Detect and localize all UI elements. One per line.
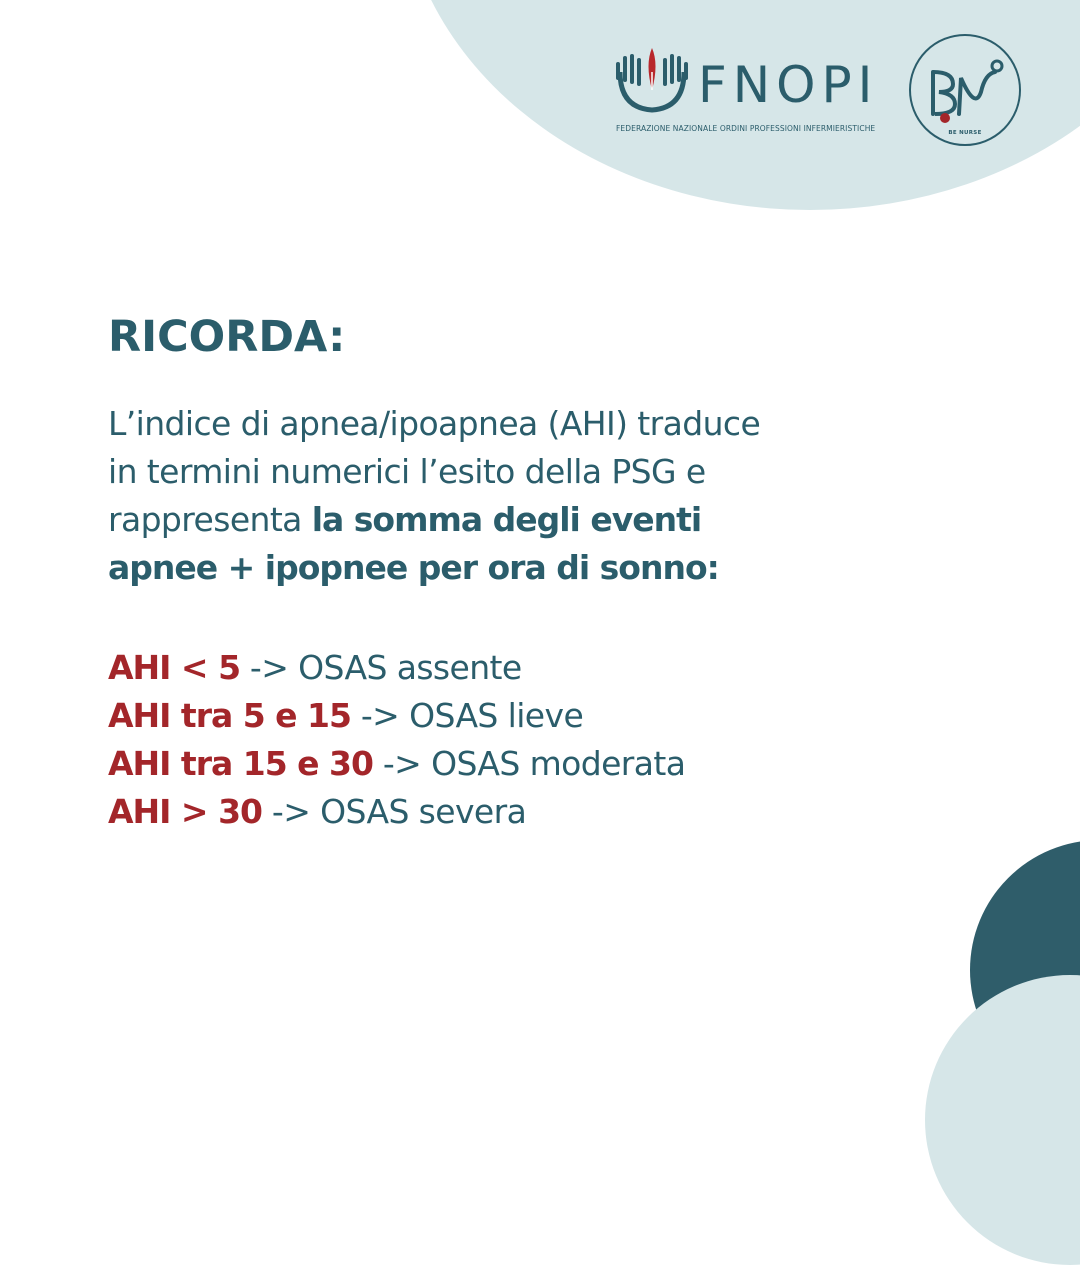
scale-result: OSAS severa <box>320 792 527 831</box>
scale-arrow: -> <box>262 792 321 831</box>
scale-condition: AHI tra 5 e 15 <box>108 696 351 735</box>
fnopi-wordmark: FNOPI <box>698 56 879 114</box>
explanation-paragraph <box>108 400 1008 592</box>
scale-result: OSAS assente <box>298 648 522 687</box>
main-content <box>108 306 1008 836</box>
scale-row-mild <box>108 692 1008 740</box>
paragraph-line-3 <box>108 496 1008 544</box>
page-title: RICORDA: <box>108 312 346 362</box>
scale-arrow: -> <box>350 696 410 735</box>
scale-result: OSAS moderata <box>431 744 686 783</box>
corner-light-circle <box>925 975 1080 1265</box>
paragraph-line-4-bold: apnee + ipopnee per ora di sonno: <box>108 548 719 587</box>
scale-arrow: -> <box>240 648 299 687</box>
scale-row-absent <box>108 644 1008 692</box>
paragraph-line-1: L’indice di apnea/ipoapnea (AHI) traduce <box>108 404 761 443</box>
paragraph-line-3-bold: la somma degli eventi <box>311 500 702 539</box>
scale-condition: AHI tra 15 e 30 <box>108 744 373 783</box>
paragraph-line-3-plain: rappresenta <box>108 500 312 539</box>
paragraph-line-4 <box>108 544 1008 592</box>
fnopi-hands-icon <box>612 44 692 120</box>
scale-condition: AHI < 5 <box>108 648 241 687</box>
scale-arrow: -> <box>372 744 432 783</box>
paragraph-line-2: in termini numerici l’esito della PSG e <box>108 452 706 491</box>
ahi-scale-list <box>108 644 1008 836</box>
scale-row-moderate <box>108 740 1008 788</box>
benurse-label: BE NURSE <box>948 130 982 136</box>
benurse-logo <box>905 32 1025 150</box>
fnopi-logo <box>612 44 882 140</box>
scale-condition: AHI > 30 <box>108 792 262 831</box>
scale-row-severe <box>108 788 1008 836</box>
fnopi-subtitle: FEDERAZIONE NAZIONALE ORDINI PROFESSIONI INFERMIERISTICHE <box>616 124 876 133</box>
scale-result: OSAS lieve <box>409 696 584 735</box>
